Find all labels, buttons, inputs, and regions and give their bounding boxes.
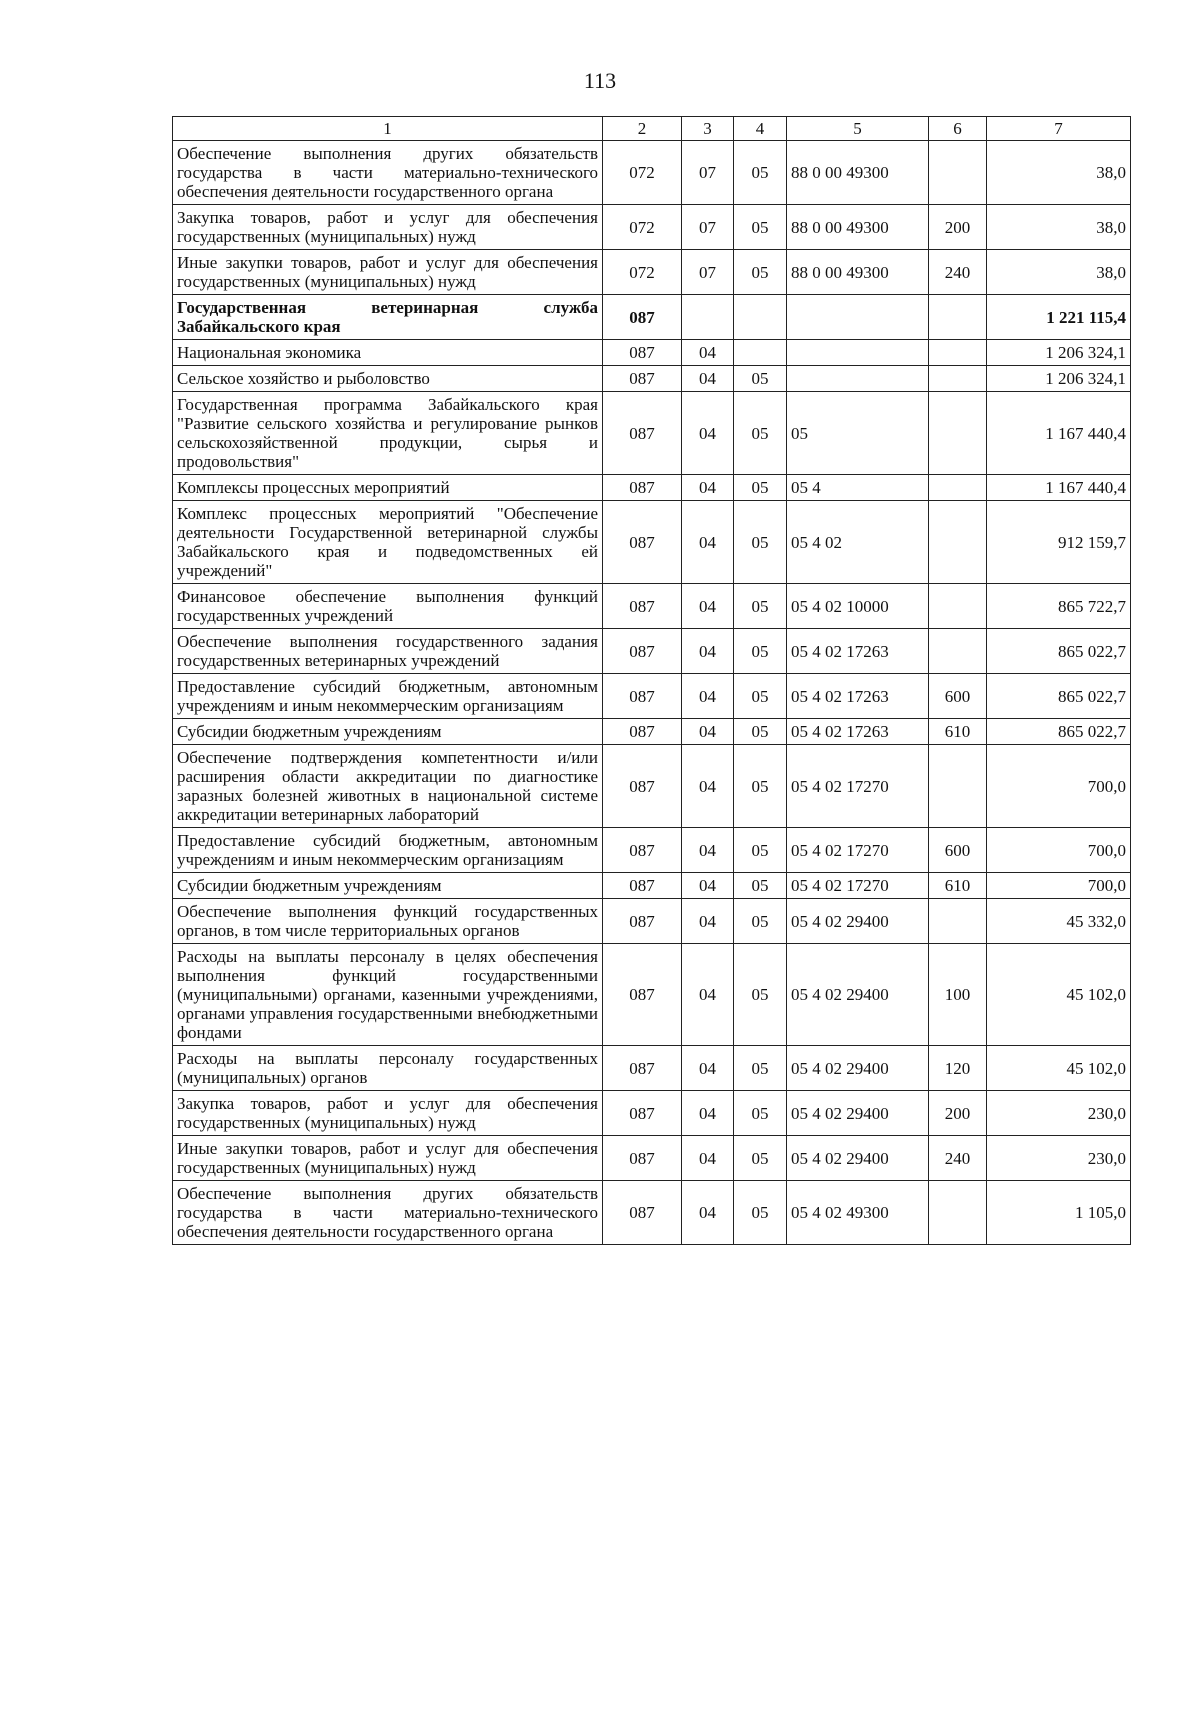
row-description: Государственная ветеринарная служба Забайкальского края	[173, 295, 603, 340]
table-row	[173, 250, 1131, 295]
row-code-section: 04	[682, 828, 734, 873]
header-cell: 1	[173, 117, 603, 141]
table-row	[173, 340, 1131, 366]
row-code-target: 05 4 02 49300	[787, 1181, 929, 1245]
row-code-target	[787, 366, 929, 392]
row-code-expense-type	[929, 366, 987, 392]
row-code-ministry: 087	[603, 674, 682, 719]
row-code-section: 04	[682, 899, 734, 944]
row-code-target: 05 4 02 10000	[787, 584, 929, 629]
row-code-subsection: 05	[734, 1046, 787, 1091]
row-code-section: 04	[682, 629, 734, 674]
row-code-subsection: 05	[734, 205, 787, 250]
row-description: Государственная программа Забайкальского края "Развитие сельского хозяйства и регулирование рынков сельскохозяйственной продукции, сырья и продовольствия"	[173, 392, 603, 475]
row-code-expense-type: 240	[929, 250, 987, 295]
row-code-ministry: 072	[603, 141, 682, 205]
row-code-subsection: 05	[734, 674, 787, 719]
row-description: Обеспечение выполнения других обязательств государства в части материально-технического обеспечения деятельности государственного органа	[173, 141, 603, 205]
row-code-target	[787, 340, 929, 366]
row-amount: 1 167 440,4	[987, 475, 1131, 501]
row-code-ministry: 087	[603, 392, 682, 475]
row-code-section: 04	[682, 392, 734, 475]
table-row	[173, 205, 1131, 250]
row-code-subsection: 05	[734, 392, 787, 475]
row-code-ministry: 087	[603, 629, 682, 674]
row-code-target: 05 4 02	[787, 501, 929, 584]
row-code-expense-type	[929, 501, 987, 584]
row-code-expense-type	[929, 475, 987, 501]
row-amount: 865 022,7	[987, 674, 1131, 719]
row-code-target: 05 4 02 29400	[787, 1046, 929, 1091]
table-row	[173, 1181, 1131, 1245]
row-code-section: 04	[682, 944, 734, 1046]
row-code-target: 05 4 02 17270	[787, 745, 929, 828]
row-code-target	[787, 295, 929, 340]
row-code-target: 05 4 02 29400	[787, 899, 929, 944]
row-amount: 700,0	[987, 828, 1131, 873]
header-cell: 2	[603, 117, 682, 141]
table-row	[173, 141, 1131, 205]
table-row	[173, 674, 1131, 719]
row-code-target: 05 4 02 29400	[787, 1136, 929, 1181]
row-code-ministry: 087	[603, 1046, 682, 1091]
row-amount: 230,0	[987, 1136, 1131, 1181]
row-code-ministry: 087	[603, 340, 682, 366]
row-code-target: 05 4 02 17270	[787, 873, 929, 899]
row-code-subsection: 05	[734, 475, 787, 501]
row-amount: 38,0	[987, 205, 1131, 250]
page-number: 113	[583, 68, 617, 93]
row-description: Расходы на выплаты персоналу в целях обеспечения выполнения функций государственными (муниципальными) органами, казенными учреждениями, органами управления государственными внебюджетными фондами	[173, 944, 603, 1046]
row-description: Обеспечение подтверждения компетентности и/или расширения области аккредитации по диагностике заразных болезней животных в национальной системе аккредитации ветеринарных лабораторий	[173, 745, 603, 828]
row-code-expense-type: 120	[929, 1046, 987, 1091]
row-code-target: 88 0 00 49300	[787, 141, 929, 205]
row-code-subsection: 05	[734, 828, 787, 873]
row-code-target: 05 4 02 17270	[787, 828, 929, 873]
row-code-subsection: 05	[734, 250, 787, 295]
table-row	[173, 392, 1131, 475]
row-description: Субсидии бюджетным учреждениям	[173, 719, 603, 745]
row-description: Закупка товаров, работ и услуг для обеспечения государственных (муниципальных) нужд	[173, 1091, 603, 1136]
row-description: Предоставление субсидий бюджетным, автономным учреждениям и иным некоммерческим организациям	[173, 828, 603, 873]
row-code-ministry: 087	[603, 873, 682, 899]
table-row	[173, 1046, 1131, 1091]
row-code-expense-type: 200	[929, 1091, 987, 1136]
row-code-section: 04	[682, 719, 734, 745]
row-code-target: 05 4 02 17263	[787, 719, 929, 745]
row-description: Обеспечение выполнения других обязательств государства в части материально-технического обеспечения деятельности государственного органа	[173, 1181, 603, 1245]
row-code-section: 04	[682, 745, 734, 828]
row-code-subsection: 05	[734, 141, 787, 205]
table-row	[173, 899, 1131, 944]
table-row	[173, 295, 1131, 340]
row-code-subsection: 05	[734, 1136, 787, 1181]
row-description: Предоставление субсидий бюджетным, автономным учреждениям и иным некоммерческим организациям	[173, 674, 603, 719]
row-amount: 230,0	[987, 1091, 1131, 1136]
table-row	[173, 745, 1131, 828]
row-code-section: 04	[682, 340, 734, 366]
row-code-section	[682, 295, 734, 340]
row-code-expense-type	[929, 584, 987, 629]
row-description: Закупка товаров, работ и услуг для обеспечения государственных (муниципальных) нужд	[173, 205, 603, 250]
row-code-ministry: 087	[603, 584, 682, 629]
row-code-ministry: 087	[603, 828, 682, 873]
row-code-section: 04	[682, 366, 734, 392]
row-description: Комплекс процессных мероприятий "Обеспечение деятельности Государственной ветеринарной службы Забайкальского края и подведомственных ей учреждений"	[173, 501, 603, 584]
row-code-section: 04	[682, 1046, 734, 1091]
header-row	[173, 117, 1131, 141]
header-cell: 6	[929, 117, 987, 141]
header-cell: 3	[682, 117, 734, 141]
row-code-ministry: 087	[603, 501, 682, 584]
row-description: Финансовое обеспечение выполнения функций государственных учреждений	[173, 584, 603, 629]
row-code-expense-type	[929, 899, 987, 944]
row-amount: 45 102,0	[987, 1046, 1131, 1091]
header-cell: 4	[734, 117, 787, 141]
table-row	[173, 1136, 1131, 1181]
row-code-section: 04	[682, 1181, 734, 1245]
row-code-expense-type	[929, 1181, 987, 1245]
table-row	[173, 584, 1131, 629]
row-code-ministry: 087	[603, 899, 682, 944]
row-code-expense-type	[929, 629, 987, 674]
row-code-subsection: 05	[734, 366, 787, 392]
row-description: Сельское хозяйство и рыболовство	[173, 366, 603, 392]
row-code-subsection: 05	[734, 719, 787, 745]
row-code-subsection: 05	[734, 944, 787, 1046]
table-body	[173, 141, 1131, 1245]
row-code-target: 05	[787, 392, 929, 475]
table-row	[173, 366, 1131, 392]
row-code-expense-type: 600	[929, 828, 987, 873]
table-row	[173, 719, 1131, 745]
table-row	[173, 501, 1131, 584]
header-cell: 7	[987, 117, 1131, 141]
row-code-section: 07	[682, 141, 734, 205]
row-code-section: 07	[682, 205, 734, 250]
row-amount: 45 332,0	[987, 899, 1131, 944]
row-code-subsection: 05	[734, 745, 787, 828]
row-description: Обеспечение выполнения государственного задания государственных ветеринарных учреждений	[173, 629, 603, 674]
row-description: Иные закупки товаров, работ и услуг для обеспечения государственных (муниципальных) нужд	[173, 1136, 603, 1181]
row-code-ministry: 087	[603, 366, 682, 392]
row-amount: 38,0	[987, 141, 1131, 205]
budget-table	[172, 116, 1131, 1245]
row-code-section: 04	[682, 584, 734, 629]
table-row	[173, 828, 1131, 873]
row-amount: 38,0	[987, 250, 1131, 295]
row-code-subsection: 05	[734, 584, 787, 629]
row-code-subsection: 05	[734, 1181, 787, 1245]
row-code-target: 88 0 00 49300	[787, 250, 929, 295]
row-code-ministry: 072	[603, 205, 682, 250]
row-code-ministry: 087	[603, 944, 682, 1046]
row-amount: 700,0	[987, 873, 1131, 899]
row-code-section: 04	[682, 501, 734, 584]
row-code-ministry: 072	[603, 250, 682, 295]
row-description: Иные закупки товаров, работ и услуг для обеспечения государственных (муниципальных) нужд	[173, 250, 603, 295]
row-code-section: 04	[682, 1091, 734, 1136]
table-row	[173, 1091, 1131, 1136]
row-code-subsection: 05	[734, 501, 787, 584]
row-code-section: 04	[682, 873, 734, 899]
row-amount: 1 206 324,1	[987, 366, 1131, 392]
row-code-expense-type: 610	[929, 719, 987, 745]
row-code-expense-type: 240	[929, 1136, 987, 1181]
row-code-ministry: 087	[603, 295, 682, 340]
row-amount: 1 221 115,4	[987, 295, 1131, 340]
row-code-subsection: 05	[734, 873, 787, 899]
row-amount: 865 022,7	[987, 719, 1131, 745]
row-code-expense-type	[929, 340, 987, 366]
row-code-section: 04	[682, 674, 734, 719]
table-row	[173, 873, 1131, 899]
row-code-target: 05 4 02 17263	[787, 674, 929, 719]
row-amount: 45 102,0	[987, 944, 1131, 1046]
row-code-expense-type: 600	[929, 674, 987, 719]
row-code-section: 07	[682, 250, 734, 295]
row-code-subsection: 05	[734, 1091, 787, 1136]
row-code-section: 04	[682, 475, 734, 501]
row-code-subsection	[734, 295, 787, 340]
row-code-expense-type: 610	[929, 873, 987, 899]
row-code-ministry: 087	[603, 719, 682, 745]
row-code-expense-type: 100	[929, 944, 987, 1046]
row-description: Национальная экономика	[173, 340, 603, 366]
table-row	[173, 944, 1131, 1046]
row-code-ministry: 087	[603, 475, 682, 501]
row-code-subsection: 05	[734, 899, 787, 944]
row-description: Комплексы процессных мероприятий	[173, 475, 603, 501]
row-code-target: 05 4	[787, 475, 929, 501]
row-amount: 700,0	[987, 745, 1131, 828]
row-code-ministry: 087	[603, 1136, 682, 1181]
row-amount: 1 206 324,1	[987, 340, 1131, 366]
row-code-ministry: 087	[603, 745, 682, 828]
row-description: Субсидии бюджетным учреждениям	[173, 873, 603, 899]
header-cell: 5	[787, 117, 929, 141]
table-row	[173, 475, 1131, 501]
row-code-subsection: 05	[734, 629, 787, 674]
row-amount: 912 159,7	[987, 501, 1131, 584]
row-code-target: 05 4 02 29400	[787, 1091, 929, 1136]
row-code-expense-type	[929, 141, 987, 205]
row-code-ministry: 087	[603, 1091, 682, 1136]
row-amount: 1 105,0	[987, 1181, 1131, 1245]
row-description: Расходы на выплаты персоналу государственных (муниципальных) органов	[173, 1046, 603, 1091]
row-code-target: 05 4 02 29400	[787, 944, 929, 1046]
row-code-target: 88 0 00 49300	[787, 205, 929, 250]
row-code-expense-type	[929, 745, 987, 828]
row-amount: 865 722,7	[987, 584, 1131, 629]
table-row	[173, 629, 1131, 674]
row-description: Обеспечение выполнения функций государственных органов, в том числе территориальных органов	[173, 899, 603, 944]
row-code-expense-type	[929, 392, 987, 475]
row-code-expense-type: 200	[929, 205, 987, 250]
row-amount: 865 022,7	[987, 629, 1131, 674]
row-code-ministry: 087	[603, 1181, 682, 1245]
row-code-expense-type	[929, 295, 987, 340]
row-code-section: 04	[682, 1136, 734, 1181]
row-code-target: 05 4 02 17263	[787, 629, 929, 674]
row-code-subsection	[734, 340, 787, 366]
row-amount: 1 167 440,4	[987, 392, 1131, 475]
